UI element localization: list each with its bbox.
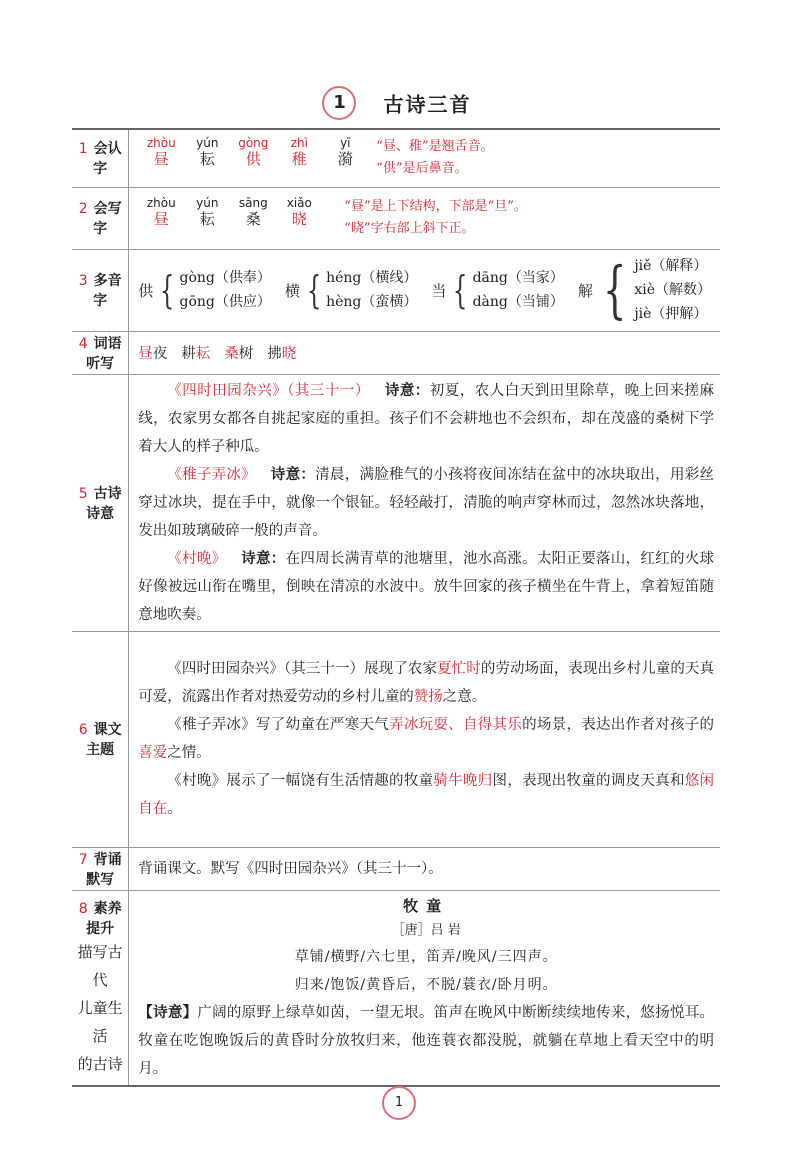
pinyin: xiǎo (286, 196, 312, 210)
lesson-header (0, 86, 794, 120)
row-polyphonic (72, 249, 720, 331)
poem-line: 草铺/横野/六七里，笛弄/晚风/三四声。 (294, 948, 558, 965)
reading: hèng（蛮横） (326, 294, 418, 310)
brace-icon: { (453, 268, 468, 312)
dictation-word (138, 346, 167, 362)
row-label: 5 古诗诗意 (72, 374, 129, 631)
char-list (138, 196, 322, 228)
pinyin-char (276, 196, 322, 228)
row-label: 7 背诵默写 (72, 847, 129, 890)
keyword: 悠闲自在 (138, 773, 715, 817)
polyphonic-group (138, 266, 271, 314)
polyphonic-char: 当 (431, 281, 447, 300)
theme-text: 图，表现出牧童的调皮天真和 (492, 773, 685, 789)
dictation-word (267, 346, 296, 362)
meaning-paragraph (138, 461, 714, 545)
lesson-table (72, 128, 720, 1087)
row-label: 6 课文主题 (72, 631, 129, 847)
poem-author: ［唐］吕 岩 (391, 922, 461, 938)
row-label: 8 素养提升 描写古代 儿童生活 的古诗 (72, 890, 129, 1086)
theme-text: 之意。 (442, 689, 487, 705)
readings (326, 266, 417, 314)
row-label: 3 多音字 (72, 249, 129, 331)
pinyin-char (184, 196, 230, 228)
polyphonic-group (431, 266, 564, 314)
row-write-chars (72, 187, 720, 249)
polyphonic-char: 解 (577, 281, 593, 300)
row-label: 4 词语听写 (72, 331, 129, 374)
readings (634, 254, 711, 326)
word-part-red: 耘 (195, 346, 211, 362)
hanzi: 供 (245, 150, 261, 169)
meaning-paragraph (138, 545, 714, 629)
meaning-text: 初夏，农人白天到田里除草，晚上回来搓麻线，农家男女都各自挑起家庭的重担。孩子们不会耕地也不会织布，却在茂盛的桑树下学着大人的样子种瓜。 (138, 382, 715, 455)
pinyin: yún (196, 136, 219, 151)
pinyin-char (184, 136, 230, 168)
reading: jiě（解释） (634, 258, 708, 274)
pinyin: zhòu (146, 196, 176, 210)
pinyin-char (322, 136, 368, 168)
theme-paragraph (138, 711, 714, 767)
meaning-text: 清晨，满脸稚气的小孩将夜间冻结在盆中的冰块取出，用彩丝穿过冰块，提在手中，就像一个银钲。轻轻敲打，清脆的响声穿林而过，忽然冰块落地，发出如玻璃破碎一般的声音。 (138, 466, 715, 539)
poem-meaning: 【诗意】广阔的原野上绿草如茵，一望无垠。笛声在晚风中断断续续地传来，悠扬悦耳。牧童在吃饱晚饭后的黄昏时分放牧归来，他连蓑衣都没脱，就躺在草地上看天空中的明月。 (138, 1003, 715, 1077)
reading: héng（横线） (326, 270, 418, 286)
readings (180, 266, 271, 314)
brace-icon: { (306, 268, 322, 312)
pronunciation-notes: “昼、稚”是翘舌音。 “供”是后鼻音。 (376, 139, 494, 177)
word-part-red: 桑 (224, 346, 239, 362)
meaning-text: 在四周长满青草的池塘里，池水高涨。太阳正要落山，红红的火球好像被远山衔在嘴里，倒映在清凉的水波中。放牛回家的孩子横坐在牛背上，拿着短笛随意地吹奏。 (138, 550, 715, 623)
theme-text: 的场景，表达出作者对孩子的 (522, 717, 715, 733)
hanzi: 耘 (199, 150, 215, 169)
hanzi: 稚 (291, 150, 307, 169)
keyword: 夏忙时 (437, 661, 481, 677)
polyphonic-group (578, 254, 711, 326)
word-part: 拂 (267, 346, 282, 362)
hanzi: 昼 (153, 150, 169, 169)
reading: xiè（解数） (634, 282, 711, 298)
recite-text: 背诵课文。默写《四时田园杂兴》（其三十一）。 (129, 847, 720, 890)
dictation-word (181, 346, 210, 362)
word-part-red: 晓 (281, 346, 297, 362)
hanzi: 桑 (245, 210, 261, 228)
reading: dàng（当铺） (472, 294, 564, 310)
row-poem-meaning (72, 374, 720, 631)
row-extension (72, 890, 720, 1086)
polyphonic-char: 横 (284, 281, 300, 300)
poem-name: 《村晚》 (167, 550, 227, 567)
reading: dāng（当家） (472, 270, 564, 286)
reading: gōng（供应） (179, 294, 271, 310)
theme-text: 《四时田园杂兴》（其三十一）展现了农家 (167, 661, 438, 677)
word-part: 耕 (181, 346, 196, 362)
lesson-themes (129, 631, 720, 847)
theme-paragraph (138, 767, 714, 823)
readings (473, 266, 564, 314)
theme-text: 《村晚》展示了一幅饶有生活情趣的牧童 (167, 773, 434, 789)
meaning-label: 诗意： (270, 465, 316, 483)
brace-icon: { (160, 268, 175, 312)
polyphonic-group (285, 266, 417, 314)
dictation-words (129, 331, 720, 374)
hanzi: 晓 (291, 210, 307, 228)
reading: jiè（押解） (634, 306, 708, 322)
meaning-label: 诗意： (384, 381, 430, 399)
poem-meanings (129, 374, 720, 631)
hanzi: 耘 (199, 210, 215, 228)
hanzi: 漪 (337, 150, 353, 169)
row-recognize-chars (72, 129, 720, 187)
word-part: 夜 (152, 346, 168, 362)
row-dictation (72, 331, 720, 374)
poem-name: 《稚子弄冰》 (167, 466, 256, 483)
polyphonic-char: 供 (138, 281, 154, 300)
pinyin-char (230, 136, 276, 168)
keyword: 弄冰玩耍、自得其乐 (389, 717, 523, 733)
polyphonic-list (138, 254, 719, 326)
word-part-red: 昼 (138, 346, 153, 362)
pinyin: gòng (238, 136, 269, 151)
meaning-paragraph (138, 377, 714, 461)
word-part: 树 (238, 346, 254, 362)
dictation-word (224, 346, 253, 362)
theme-text: 的劳动场面，表现出乡村儿童的天真可爱，流露出作者对热爱劳动的乡村儿童的 (138, 661, 715, 705)
hanzi: 昼 (153, 210, 169, 228)
pinyin: yī (340, 136, 351, 151)
pinyin-char (276, 136, 322, 168)
row-label: 1 会认字 (72, 129, 129, 187)
brace-icon: { (602, 253, 627, 326)
poem-line: 归来/饱饭/黄昏后，不脱/蓑衣/卧月明。 (294, 976, 558, 993)
row-label: 2 会写字 (72, 187, 129, 249)
reading: gòng（供奉） (179, 270, 271, 286)
lesson-number-badge: 1 (322, 86, 356, 120)
theme-text: 。 (167, 801, 182, 817)
keyword: 喜爱 (138, 745, 168, 761)
theme-text: 《稚子弄冰》写了幼童在严寒天气 (167, 717, 390, 733)
pinyin: zhì (290, 136, 308, 151)
meaning-label: 诗意： (240, 549, 286, 567)
keyword: 赞扬 (413, 689, 443, 705)
poem-name: 《四时田园杂兴》（其三十一） (167, 382, 370, 399)
theme-paragraph (138, 655, 714, 711)
theme-text: 之情。 (167, 745, 211, 761)
lesson-title: 古诗三首 (383, 92, 472, 117)
poem-title: 牧童 (403, 896, 450, 915)
pinyin: yún (196, 196, 219, 210)
row-recite (72, 847, 720, 890)
keyword: 骑牛晚归 (433, 773, 493, 789)
row-theme (72, 631, 720, 847)
page-number: 1 (382, 1086, 416, 1120)
pinyin-char (230, 196, 276, 228)
pinyin: zhòu (146, 136, 176, 151)
pinyin-char (138, 196, 184, 228)
pinyin: sāng (238, 196, 268, 210)
pinyin-char (138, 136, 184, 168)
writing-notes: “昼”是上下结构，下部是“旦”。 “晓”字右部上斜下正。 (344, 199, 527, 236)
char-list (138, 136, 368, 168)
